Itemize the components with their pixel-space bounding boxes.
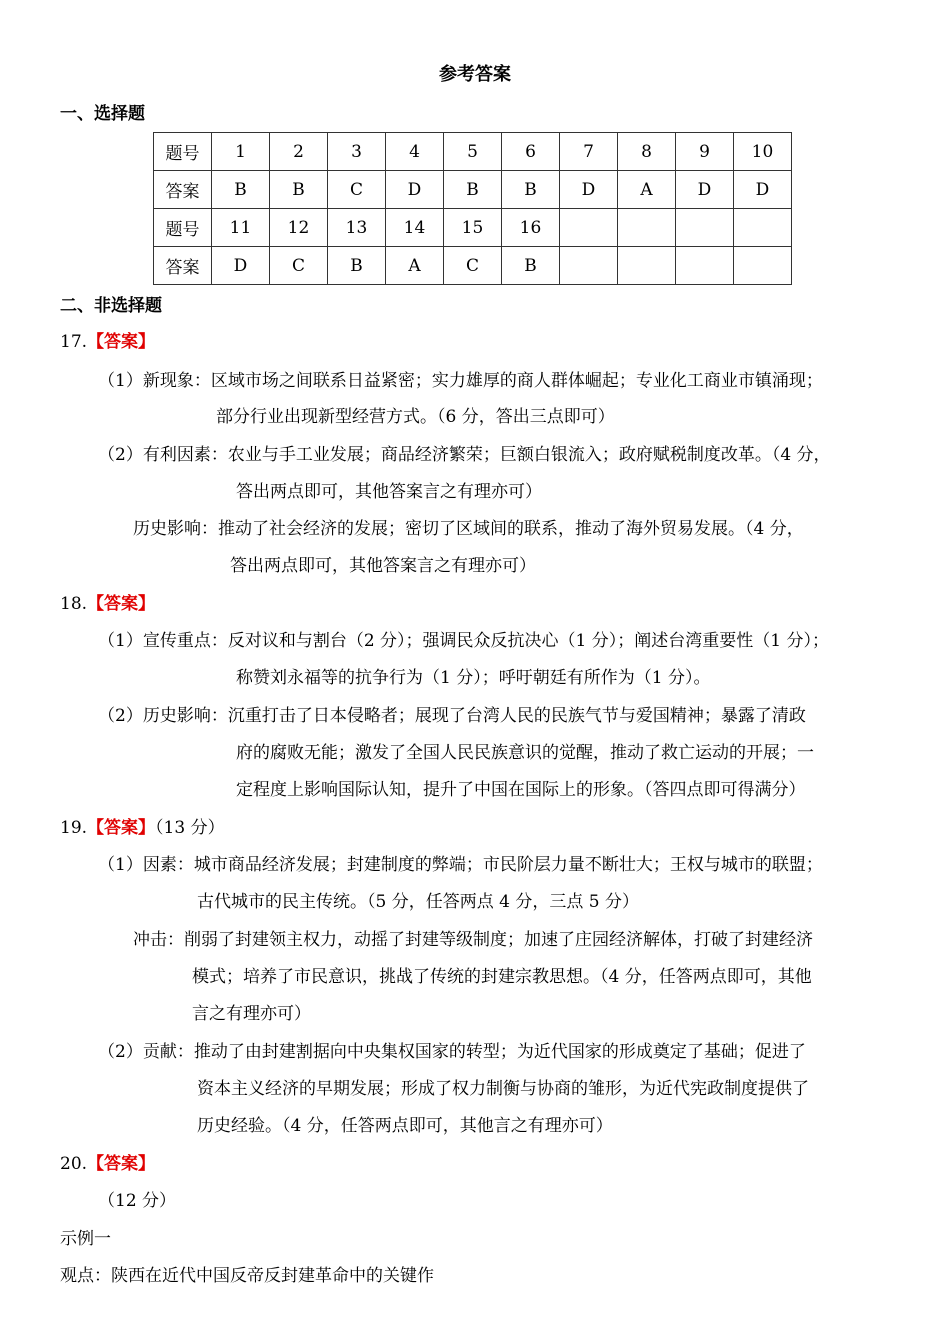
table-row-label: 答案 xyxy=(154,247,212,285)
q18-line: 定程度上影响国际认知，提升了中国在国际上的形象。（答四点即可得满分） xyxy=(236,780,806,800)
table-row-label: 题号 xyxy=(154,133,212,171)
table-cell: B xyxy=(502,247,560,285)
table-cell xyxy=(676,247,734,285)
q19-line: 历史经验。（4 分，任答两点即可，其他言之有理亦可） xyxy=(197,1116,613,1136)
q17-line: 答出两点即可，其他答案言之有理亦可） xyxy=(236,482,542,502)
q19-line: 古代城市的民主传统。（5 分，任答两点 4 分，三点 5 分） xyxy=(197,892,639,912)
q17-line: 历史影响：推动了社会经济的发展；密切了区域间的联系，推动了海外贸易发展。（4 分， xyxy=(133,519,804,539)
q17-line: （2）有利因素：农业与手工业发展；商品经济繁荣；巨额白银流入；政府赋税制度改革。（4 分， xyxy=(98,445,831,465)
question-score: （12 分） xyxy=(98,1191,177,1211)
question-number: 18. xyxy=(60,594,88,614)
table-cell: 16 xyxy=(502,209,560,247)
q17-line: 部分行业出现新型经营方式。（6 分，答出三点即可） xyxy=(216,407,615,427)
q18-line: 称赞刘永福等的抗争行为（1 分）；呼吁朝廷有所作为（1 分）。 xyxy=(236,668,711,688)
section-heading-choice: 一、选择题 xyxy=(60,104,145,124)
table-cell: B xyxy=(270,171,328,209)
table-cell: 7 xyxy=(560,133,618,171)
table-cell xyxy=(676,209,734,247)
example-label: 示例一 xyxy=(60,1229,111,1249)
table-cell: C xyxy=(444,247,502,285)
answer-tag: 【答案】 xyxy=(87,332,156,352)
question-17-header xyxy=(60,331,155,353)
question-number: 20. xyxy=(60,1154,88,1174)
table-cell: 14 xyxy=(386,209,444,247)
table-cell xyxy=(618,247,676,285)
question-19-header xyxy=(60,817,225,839)
table-cell: D xyxy=(212,247,270,285)
table-cell: C xyxy=(270,247,328,285)
table-cell: B xyxy=(444,171,502,209)
q17-line: 答出两点即可，其他答案言之有理亦可） xyxy=(230,556,536,576)
table-cell: 5 xyxy=(444,133,502,171)
q19-line: 资本主义经济的早期发展；形成了权力制衡与协商的雏形，为近代宪政制度提供了 xyxy=(197,1079,809,1099)
table-cell: 10 xyxy=(734,133,792,171)
table-cell xyxy=(618,209,676,247)
q19-line: 冲击：削弱了封建领主权力，动摇了封建等级制度；加速了庄园经济解体，打破了封建经济 xyxy=(133,930,813,950)
table-cell: 9 xyxy=(676,133,734,171)
question-score: （13 分） xyxy=(155,818,225,838)
table-cell xyxy=(560,209,618,247)
table-cell: 3 xyxy=(328,133,386,171)
table-cell: 13 xyxy=(328,209,386,247)
table-cell: 15 xyxy=(444,209,502,247)
table-cell: D xyxy=(676,171,734,209)
answer-tag: 【答案】 xyxy=(87,1154,156,1174)
q19-line: 模式；培养了市民意识，挑战了传统的封建宗教思想。（4 分，任答两点即可，其他 xyxy=(192,967,812,987)
section-heading-nonchoice: 二、非选择题 xyxy=(60,296,162,316)
table-row xyxy=(154,209,792,247)
page-title: 参考答案 xyxy=(439,64,511,85)
table-cell: C xyxy=(328,171,386,209)
q18-line: （2）历史影响：沉重打击了日本侵略者；展现了台湾人民的民族气节与爱国精神；暴露了清政 xyxy=(98,706,806,726)
table-row xyxy=(154,247,792,285)
table-cell: 4 xyxy=(386,133,444,171)
q18-line: （1）宣传重点：反对议和与割台（2 分）；强调民众反抗决心（1 分）；阐述台湾重要性（1 分）； xyxy=(98,631,829,651)
table-cell: D xyxy=(560,171,618,209)
table-cell xyxy=(734,209,792,247)
table-cell xyxy=(734,247,792,285)
table-cell: D xyxy=(386,171,444,209)
table-cell: A xyxy=(618,171,676,209)
table-row xyxy=(154,171,792,209)
table-cell: B xyxy=(502,171,560,209)
table-cell: B xyxy=(212,171,270,209)
question-number: 19. xyxy=(60,818,88,838)
answer-table xyxy=(153,132,792,285)
table-cell: 8 xyxy=(618,133,676,171)
table-row xyxy=(154,133,792,171)
viewpoint-line: 观点：陕西在近代中国反帝反封建革命中的关键作 xyxy=(60,1266,434,1286)
table-row-label: 答案 xyxy=(154,171,212,209)
answer-tag: 【答案】 xyxy=(87,818,156,838)
question-number: 17. xyxy=(60,332,88,352)
question-20-header xyxy=(60,1153,155,1175)
table-cell: 12 xyxy=(270,209,328,247)
table-cell: 2 xyxy=(270,133,328,171)
table-row-label: 题号 xyxy=(154,209,212,247)
table-cell xyxy=(560,247,618,285)
table-cell: B xyxy=(328,247,386,285)
table-cell: A xyxy=(386,247,444,285)
table-cell: D xyxy=(734,171,792,209)
q19-line: （2）贡献：推动了由封建割据向中央集权国家的转型；为近代国家的形成奠定了基础；促进了 xyxy=(98,1042,806,1062)
question-18-header xyxy=(60,593,155,615)
q18-line: 府的腐败无能；激发了全国人民民族意识的觉醒，推动了救亡运动的开展；一 xyxy=(236,743,814,763)
table-cell: 1 xyxy=(212,133,270,171)
q19-line: （1）因素：城市商品经济发展；封建制度的弊端；市民阶层力量不断壮大；王权与城市的联盟； xyxy=(98,855,823,875)
q17-line: （1）新现象：区域市场之间联系日益紧密；实力雄厚的商人群体崛起；专业化工商业市镇涌现； xyxy=(98,371,823,391)
table-cell: 6 xyxy=(502,133,560,171)
answer-tag: 【答案】 xyxy=(87,594,156,614)
q19-line: 言之有理亦可） xyxy=(192,1004,311,1024)
table-cell: 11 xyxy=(212,209,270,247)
